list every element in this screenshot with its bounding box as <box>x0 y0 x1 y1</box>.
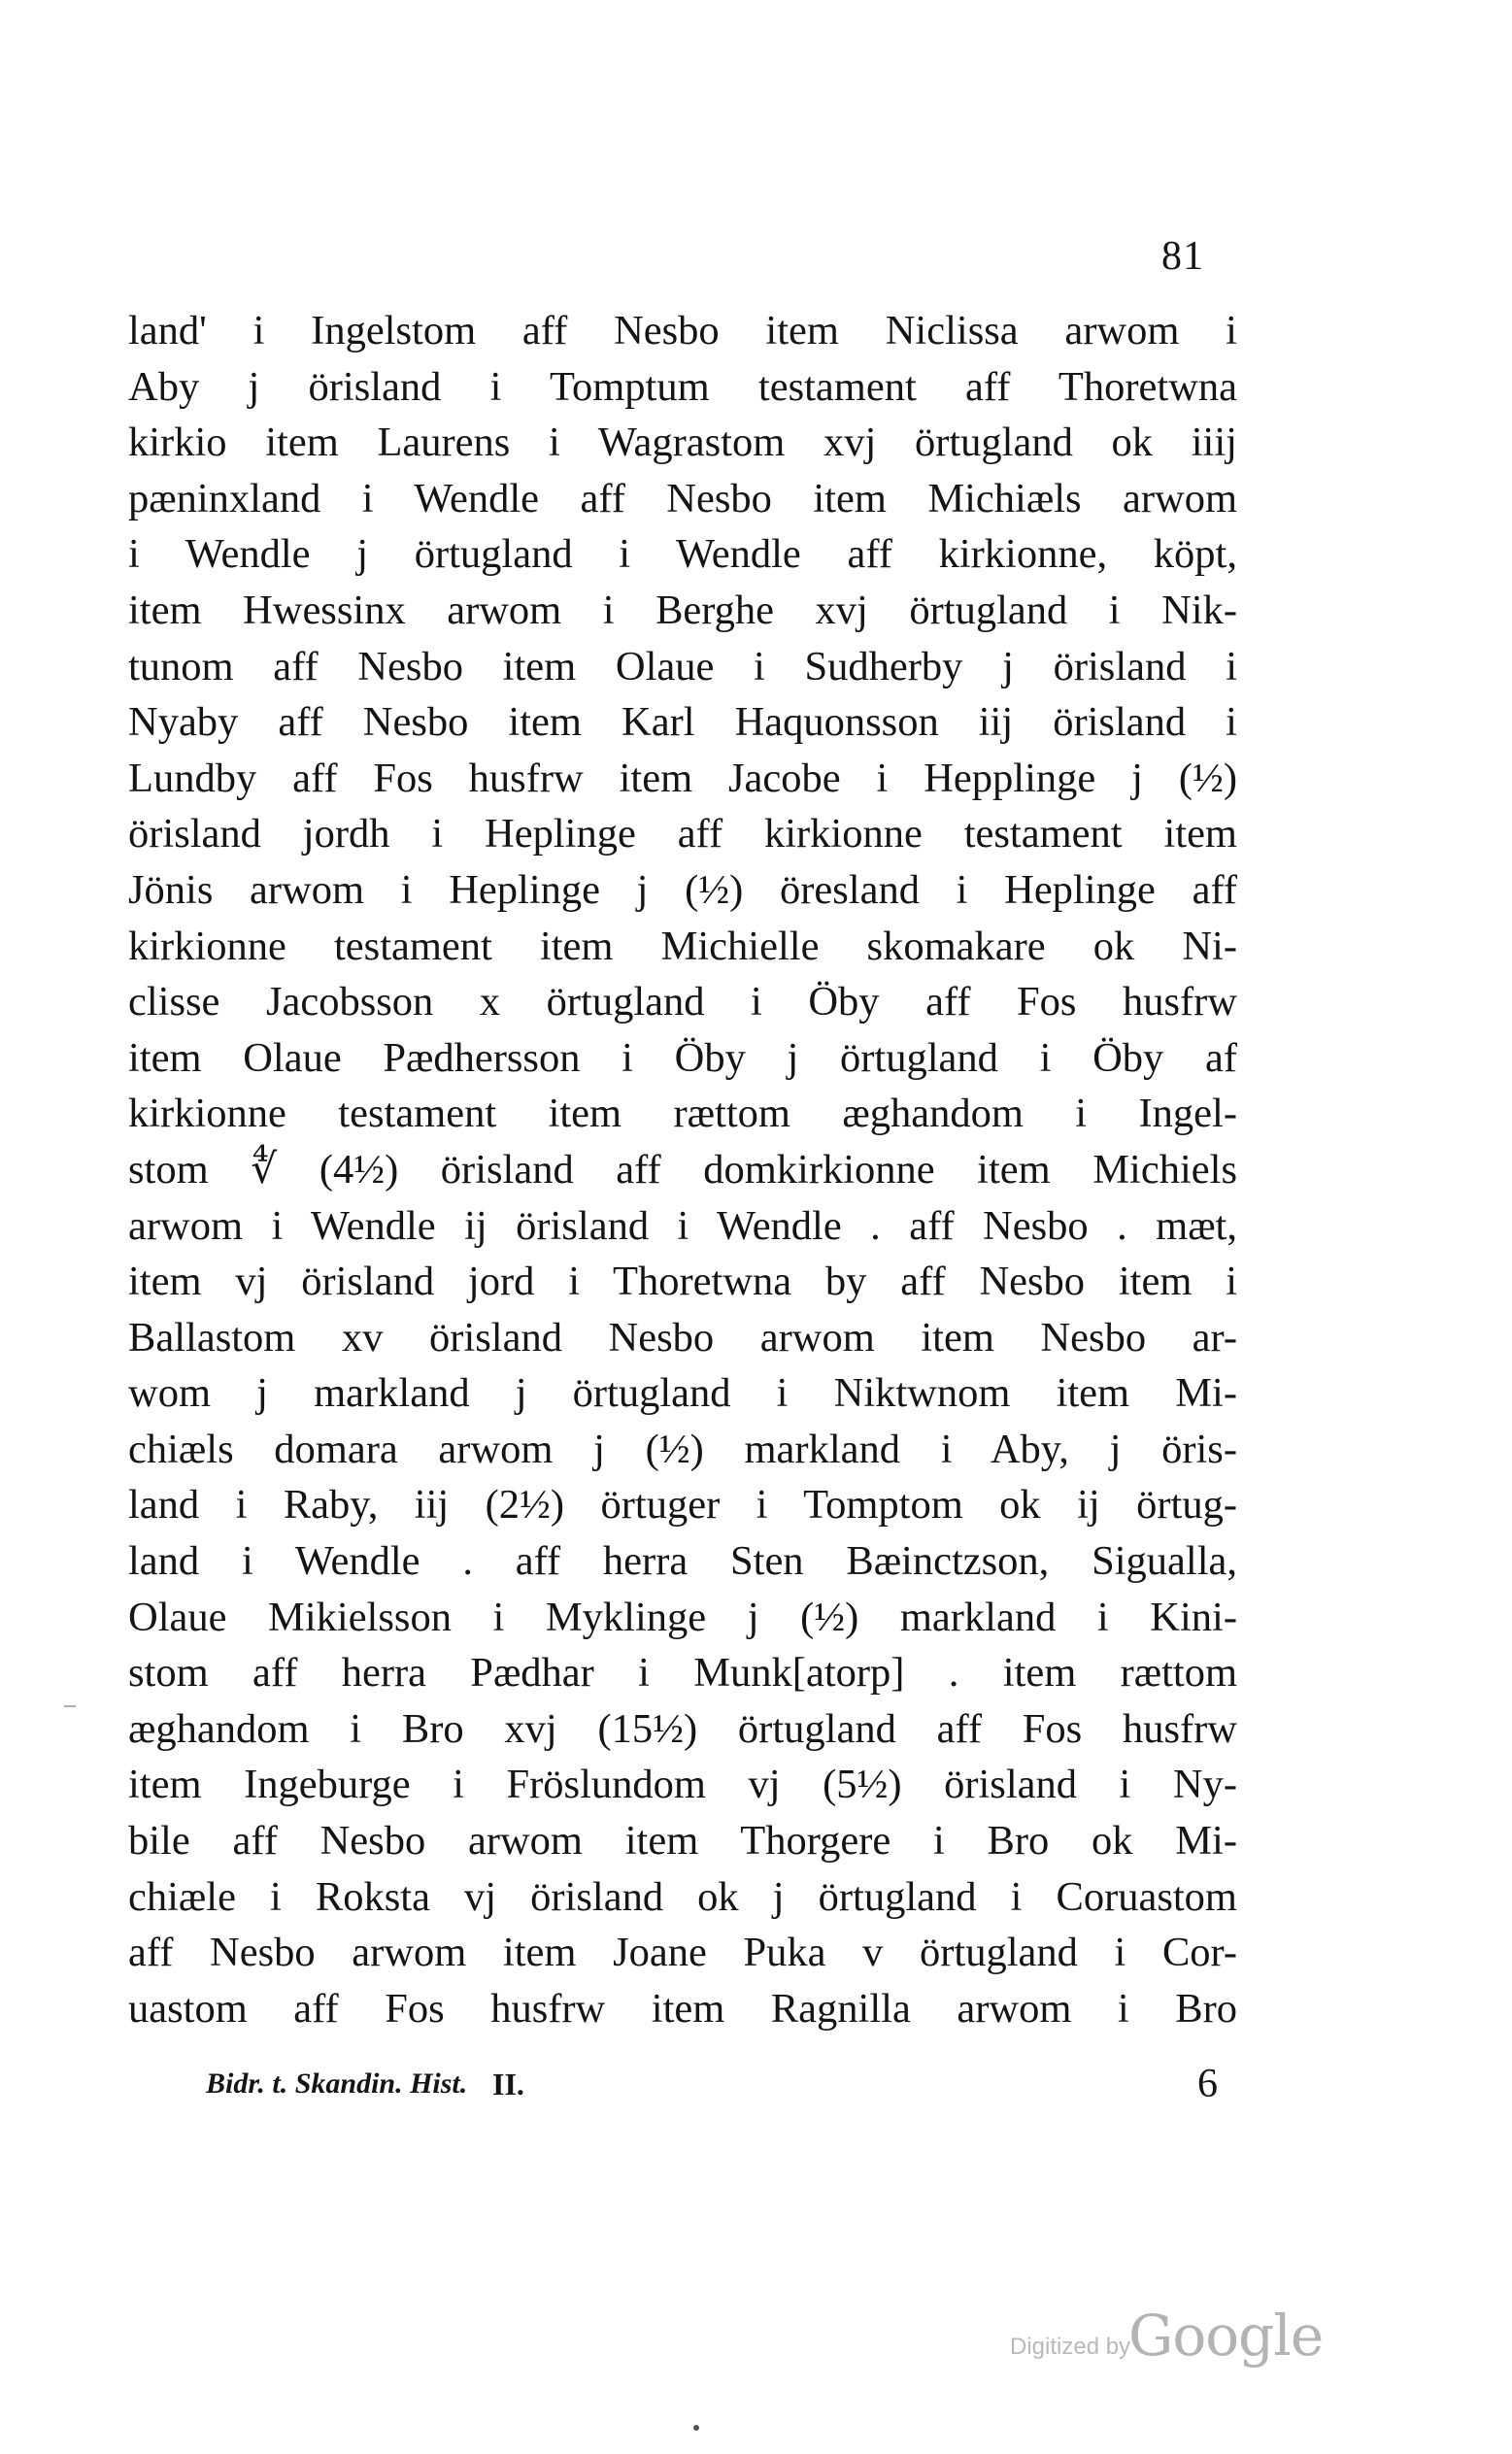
text-line: chiæle i Roksta vj örisland ok j örtugland i Coruastom <box>128 1873 1237 1920</box>
text-line: item Olaue Pædhersson i Öby j örtugland i Öby af <box>128 1034 1237 1081</box>
text-line: item Hwessinx arwom i Berghe xvj örtugland i Nik- <box>128 587 1237 633</box>
text-line: land i Wendle . aff herra Sten Bæinctzson, Sigualla, <box>128 1538 1237 1585</box>
text-line: item vj örisland jord i Thoretwna by aff Nesbo item i <box>128 1259 1237 1305</box>
text-line: land i Raby, iij (2½) örtuger i Tomptom ok ij örtug- <box>128 1482 1237 1529</box>
text-line: Aby j örisland i Tomptum testament aff Thoretwna <box>128 363 1237 410</box>
text-line: kirkionne testament item Michielle skomakare ok Ni- <box>128 923 1237 969</box>
text-line: Olaue Mikielsson i Myklinge j (½) markland i Kini- <box>128 1594 1237 1640</box>
text-line: örisland jordh i Heplinge aff kirkionne testament item <box>128 811 1237 857</box>
page-number: 81 <box>1161 234 1204 279</box>
text-line: tunom aff Nesbo item Olaue i Sudherby j örisland i <box>128 643 1237 689</box>
text-line: pæninxland i Wendle aff Nesbo item Michiæls arwom <box>128 475 1237 521</box>
text-line: Jönis arwom i Heplinge j (½) öresland i Heplinge aff <box>128 866 1237 913</box>
text-line: Ballastom xv örisland Nesbo arwom item Nesbo ar- <box>128 1314 1237 1361</box>
text-line: land' i Ingelstom aff Nesbo item Niclissa arwom i <box>128 308 1237 353</box>
text-line: aff Nesbo arwom item Joane Puka v örtugland i Cor- <box>128 1930 1237 1976</box>
text-line: æghandom i Bro xvj (15½) örtugland aff Fos husfrw <box>128 1705 1237 1752</box>
text-line: arwom i Wendle ij örisland i Wendle . aff Nesbo . mæt, <box>128 1202 1237 1249</box>
text-line: bile aff Nesbo arwom item Thorgere i Bro ok Mi- <box>128 1818 1237 1865</box>
text-line: stom ∜ (4½) örisland aff domkirkionne item Michiels <box>128 1146 1237 1193</box>
digitized-watermark <box>1010 2303 1330 2371</box>
text-line: stom aff herra Pædhar i Munk[atorp] . item rættom <box>128 1650 1237 1697</box>
footer-source: Bidr. t. Skandin. Hist. <box>206 2067 468 2100</box>
text-line: chiæls domara arwom j (½) markland i Aby, j öris- <box>128 1426 1237 1472</box>
text-line: Nyaby aff Nesbo item Karl Haquonsson iij örisland i <box>128 699 1237 746</box>
text-line: wom j markland j örtugland i Niktwnom item Mi- <box>128 1370 1237 1417</box>
text-line: kirkionne testament item rættom æghandom i Ingel- <box>128 1091 1237 1137</box>
text-line: kirkio item Laurens i Wagrastom xvj örtugland ok iiij <box>128 420 1237 466</box>
text-line: i Wendle j örtugland i Wendle aff kirkionne, köpt, <box>128 531 1237 578</box>
scan-dot <box>693 2425 699 2431</box>
google-logo: Google <box>1128 2303 1324 2369</box>
text-line: item Ingeburge i Fröslundom vj (5½) örisland i Ny- <box>128 1762 1237 1808</box>
text-line: Lundby aff Fos husfrw item Jacobe i Hepplinge j (½) <box>128 755 1237 801</box>
text-line: uastom aff Fos husfrw item Ragnilla arwom i Bro <box>128 1985 1237 2032</box>
body-text <box>128 303 1237 2036</box>
text-line: clisse Jacobsson x örtugland i Öby aff Fos husfrw <box>128 979 1237 1025</box>
margin-dash <box>64 1705 76 1707</box>
page-footer <box>128 2057 1237 2115</box>
footer-volume: II. <box>492 2067 524 2101</box>
watermark-prefix: Digitized by <box>1010 2334 1131 2360</box>
signature-mark: 6 <box>1197 2062 1218 2106</box>
